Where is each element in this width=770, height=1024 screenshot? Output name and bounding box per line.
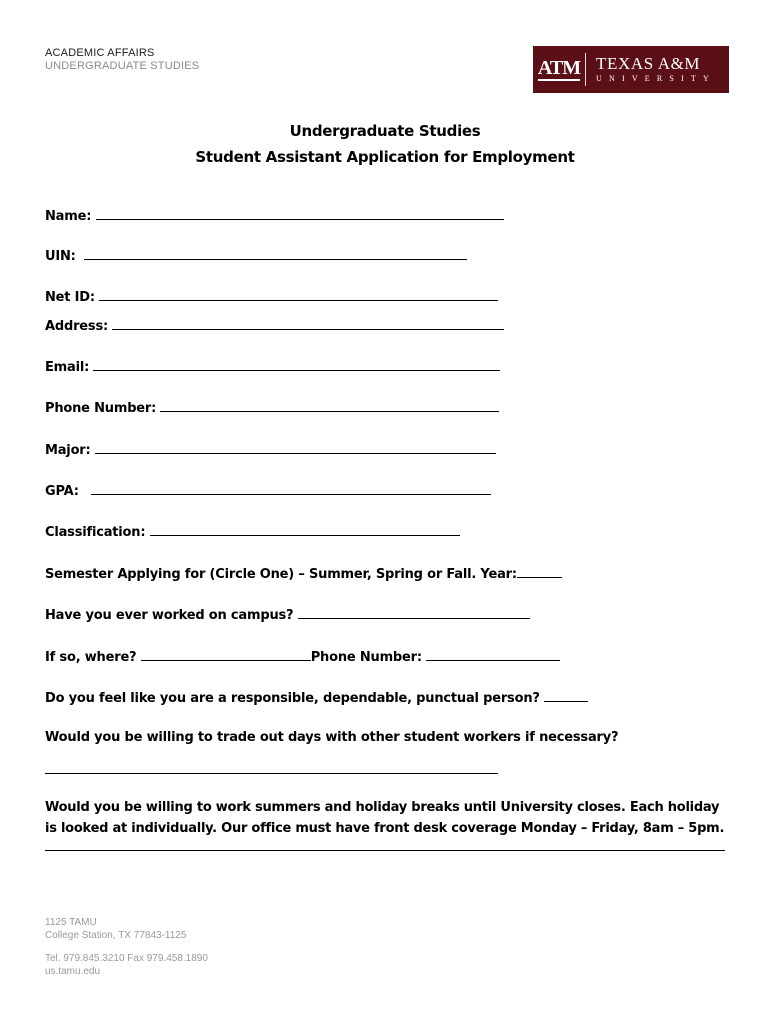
department-line-1: ACADEMIC AFFAIRS xyxy=(45,47,155,59)
netid-label: Net ID: xyxy=(45,290,95,305)
logo-sub: UNIVERSITY xyxy=(596,74,716,83)
netid-field[interactable] xyxy=(45,287,498,307)
trade-days-blank[interactable] xyxy=(45,773,498,774)
worked-on-campus-label: Have you ever worked on campus? xyxy=(45,608,294,623)
summers-blank[interactable] xyxy=(45,850,725,851)
logo-wordmark xyxy=(586,54,716,85)
address-blank[interactable] xyxy=(112,316,504,330)
email-field[interactable] xyxy=(45,357,500,377)
atm-mark-icon: ATM xyxy=(537,57,581,79)
name-blank[interactable] xyxy=(96,206,504,220)
trade-days-label: Would you be willing to trade out days with other student workers if necessary? xyxy=(45,730,619,745)
page-title: Undergraduate Studies xyxy=(289,122,481,140)
semester-question[interactable] xyxy=(45,564,562,584)
year-blank[interactable] xyxy=(517,564,562,578)
gpa-field[interactable] xyxy=(45,481,491,501)
if-so-where-question[interactable] xyxy=(45,647,560,667)
address-field[interactable] xyxy=(45,316,504,336)
footer-website: us.tamu.edu xyxy=(45,966,101,977)
gpa-blank[interactable] xyxy=(91,481,491,495)
name-field[interactable] xyxy=(45,206,504,226)
logo-divider xyxy=(585,53,586,86)
footer-phone: Tel. 979.845.3210 Fax 979.458.1890 xyxy=(45,953,208,964)
campus-phone-label: Phone Number: xyxy=(310,650,422,665)
footer-address-line-1: 1125 TAMU xyxy=(45,917,97,928)
department-header xyxy=(45,47,199,73)
page-subtitle: Student Assistant Application for Employment xyxy=(195,148,575,166)
email-blank[interactable] xyxy=(93,357,500,371)
classification-blank[interactable] xyxy=(150,522,460,536)
name-label: Name: xyxy=(45,209,92,224)
footer-address-line-2: College Station, TX 77843-1125 xyxy=(45,930,187,941)
campus-phone-blank[interactable] xyxy=(426,647,560,661)
semester-label: Semester Applying for (Circle One) – Summer, Spring or Fall. Year: xyxy=(45,567,517,582)
gpa-label: GPA: xyxy=(45,484,79,499)
if-so-where-label: If so, where? xyxy=(45,650,137,665)
uin-label: UIN: xyxy=(45,249,76,264)
summers-question: Would you be willing to work summers and holiday breaks until University closes. Each holiday is looked at individually. Our office must have front desk coverage Monday – Friday, 8am – 5pm. xyxy=(45,800,725,836)
major-label: Major: xyxy=(45,443,91,458)
department-line-2: UNDERGRADUATE STUDIES xyxy=(45,60,200,72)
major-field[interactable] xyxy=(45,440,496,460)
responsible-label: Do you feel like you are a responsible, dependable, punctual person? xyxy=(45,691,540,706)
classification-field[interactable] xyxy=(45,522,460,542)
logo-name: TEXAS A&M xyxy=(596,54,701,73)
phone-field[interactable] xyxy=(45,398,499,418)
phone-label: Phone Number: xyxy=(45,401,157,416)
responsible-blank[interactable] xyxy=(544,688,588,702)
classification-label: Classification: xyxy=(45,525,146,540)
phone-blank[interactable] xyxy=(160,398,499,412)
responsible-question[interactable] xyxy=(45,688,588,708)
major-blank[interactable] xyxy=(95,440,496,454)
netid-blank[interactable] xyxy=(99,287,498,301)
email-label: Email: xyxy=(45,360,90,375)
address-label: Address: xyxy=(45,319,108,334)
tamu-logo xyxy=(533,46,729,93)
uin-blank[interactable] xyxy=(84,246,467,260)
trade-days-question xyxy=(45,729,618,747)
where-blank[interactable] xyxy=(141,647,311,661)
uin-field[interactable] xyxy=(45,246,467,266)
worked-on-campus-blank[interactable] xyxy=(298,605,530,619)
worked-on-campus-question[interactable] xyxy=(45,605,530,625)
